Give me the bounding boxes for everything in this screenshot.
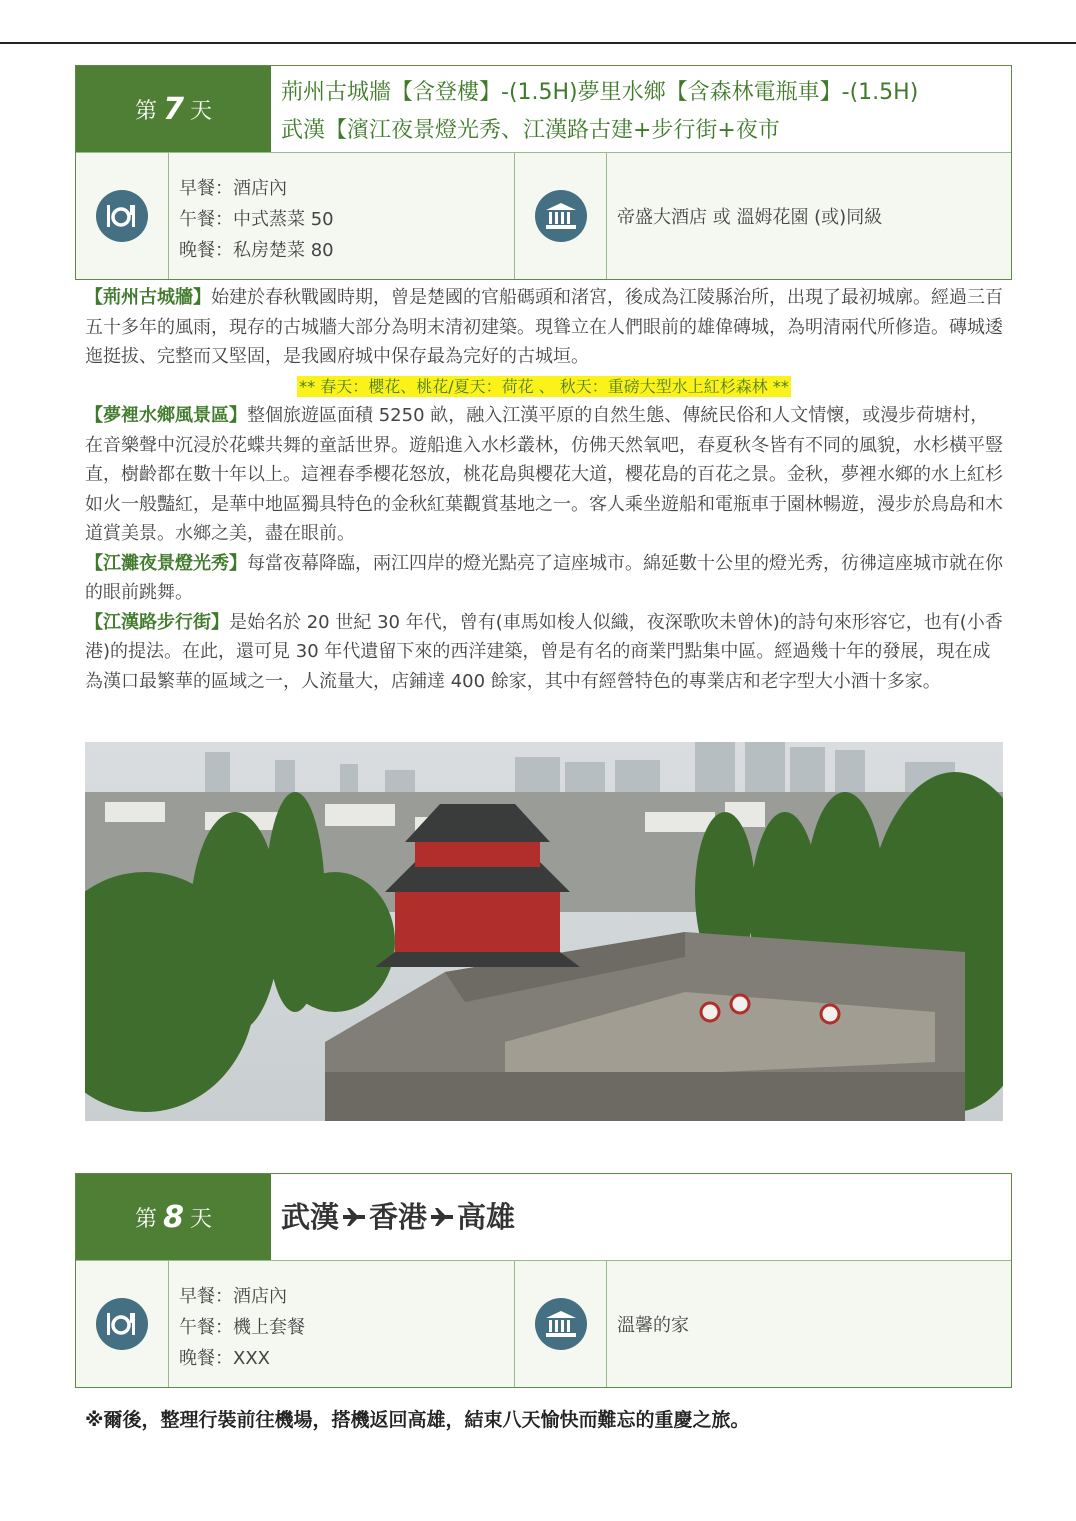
day8-meals [169, 1261, 515, 1387]
day7-meal-icon-cell [76, 153, 169, 279]
paragraph-light-show [85, 549, 1003, 608]
fork-knife-icon [96, 1298, 148, 1350]
day8-title [271, 1174, 1011, 1260]
day-label-suffix: 天 [189, 1206, 212, 1232]
lunch-text: 午餐：中式蒸菜 50 [179, 209, 334, 230]
day7-description [85, 283, 1003, 696]
day-label-prefix: 第 [135, 98, 158, 124]
day-number: 7 [163, 91, 184, 127]
city-wall-text: 始建於春秋戰國時期，曾是楚國的官船碼頭和渚宮，後成為江陵縣治所，出現了最初城廓。經過三百五十多年的風雨，現存的古城牆大部分為明末清初建築。現聳立在人們眼前的雄偉磚城，為明清兩代所修造。磚城逶迤挺拔、完整而又堅固，是我國府城中保存最為完好的古城垣。 [85, 287, 1003, 367]
building-icon [535, 1298, 587, 1350]
closing-note: ※爾後，整理行裝前往機場，搭機返回高雄，結束八天愉快而難忘的重慶之旅。 [85, 1409, 750, 1431]
day7-title-line2: 武漢【濱江夜景燈光秀、江漢路古建+步行街+夜市 [281, 118, 780, 143]
lunch-text: 午餐：機上套餐 [179, 1317, 305, 1338]
dinner-text: 晚餐：XXX [179, 1348, 270, 1369]
season-note [85, 372, 1003, 402]
route-transit: 香港 [369, 1200, 428, 1234]
paragraph-water-town [85, 401, 1003, 549]
day7-hotel-text: 帝盛大酒店 或 溫姆花園 (或)同級 [617, 207, 883, 228]
light-show-text: 每當夜幕降臨，兩江四岸的燈光點亮了這座城市。綿延數十公里的燈光秀，彷彿這座城市就在你的眼前跳舞。 [85, 552, 1003, 603]
dinner-text: 晚餐：私房楚菜 80 [179, 240, 334, 261]
day7-header [76, 66, 1011, 153]
water-town-text: 整個旅遊區面積 5250 畝，融入江漢平原的自然生態、傳統民俗和人文情懷，或漫步荷塘村，在音樂聲中沉浸於花蝶共舞的童話世界。遊船進入水杉叢林，仿佛天然氧吧，春夏秋冬皆有不同的風貌，水杉橫平豎直，樹齡都在數十年以上。這裡春季櫻花怒放，桃花島與櫻花大道，櫻花島的百花之景。金秋，夢裡水鄉的水上紅杉如火一般豔紅，是華中地區獨具特色的金秋紅葉觀賞基地之一。客人乘坐遊船和電瓶車于園林暢遊，漫步於鳥島和木道賞美景。水鄉之美，盡在眼前。 [85, 405, 1003, 544]
day7-title [271, 66, 1011, 152]
water-town-heading: 【夢裡水鄉風景區】 [85, 405, 247, 426]
day8-meal-icon-cell [76, 1261, 169, 1387]
pedestrian-street-heading: 【江漢路步行街】 [85, 611, 229, 633]
airplane-icon [429, 1198, 455, 1236]
day7-block [75, 65, 1012, 280]
day-number: 8 [163, 1199, 184, 1235]
day-label-prefix: 第 [135, 1206, 158, 1232]
breakfast-text: 早餐：酒店內 [179, 178, 287, 199]
season-note-text: ** 春天：櫻花、桃花/夏天：荷花 、 秋天：重磅大型水上紅杉森林 ** [299, 376, 789, 396]
paragraph-pedestrian-street [85, 608, 1003, 697]
day8-block [75, 1173, 1012, 1388]
day7-label [76, 66, 271, 152]
light-show-heading: 【江灘夜景燈光秀】 [85, 552, 247, 574]
fork-knife-icon [96, 190, 148, 242]
day7-title-line1: 荊州古城牆【含登樓】-(1.5H)夢里水鄉【含森林電瓶車】-(1.5H) [281, 80, 919, 105]
day7-meals [169, 153, 515, 279]
top-rule [0, 42, 1076, 44]
day8-info-row [76, 1261, 1011, 1387]
route-destination: 高雄 [457, 1200, 516, 1234]
day7-info-row [76, 153, 1011, 279]
city-wall-heading: 【荊州古城牆】 [85, 287, 211, 308]
paragraph-city-wall [85, 283, 1003, 372]
route-origin: 武漢 [281, 1200, 340, 1234]
day8-hotel-icon-cell [515, 1261, 607, 1387]
day-label-suffix: 天 [189, 98, 212, 124]
breakfast-text: 早餐：酒店內 [179, 1286, 287, 1307]
day8-label [76, 1174, 271, 1260]
day8-hotel-text: 溫馨的家 [617, 1315, 689, 1336]
airplane-icon [341, 1198, 367, 1236]
day7-hotel-icon-cell [515, 153, 607, 279]
pedestrian-street-text: 是始名於 20 世紀 30 年代，曾有(車馬如梭人似織，夜深歌吹未曾休)的詩句來形容它，也有(小香港)的提法。在此，還可見 30 年代遺留下來的西洋建築，曾是有名的商業門點集中區。經過幾十年的發展，現在成為漢口最繁華的區域之一，人流量大，店鋪達 400 餘家，其中有經營特色的專業店和老字型大小酒十多家。 [85, 611, 1003, 692]
building-icon [535, 190, 587, 242]
city-wall-photo [85, 742, 1003, 1121]
day8-header [76, 1174, 1011, 1261]
